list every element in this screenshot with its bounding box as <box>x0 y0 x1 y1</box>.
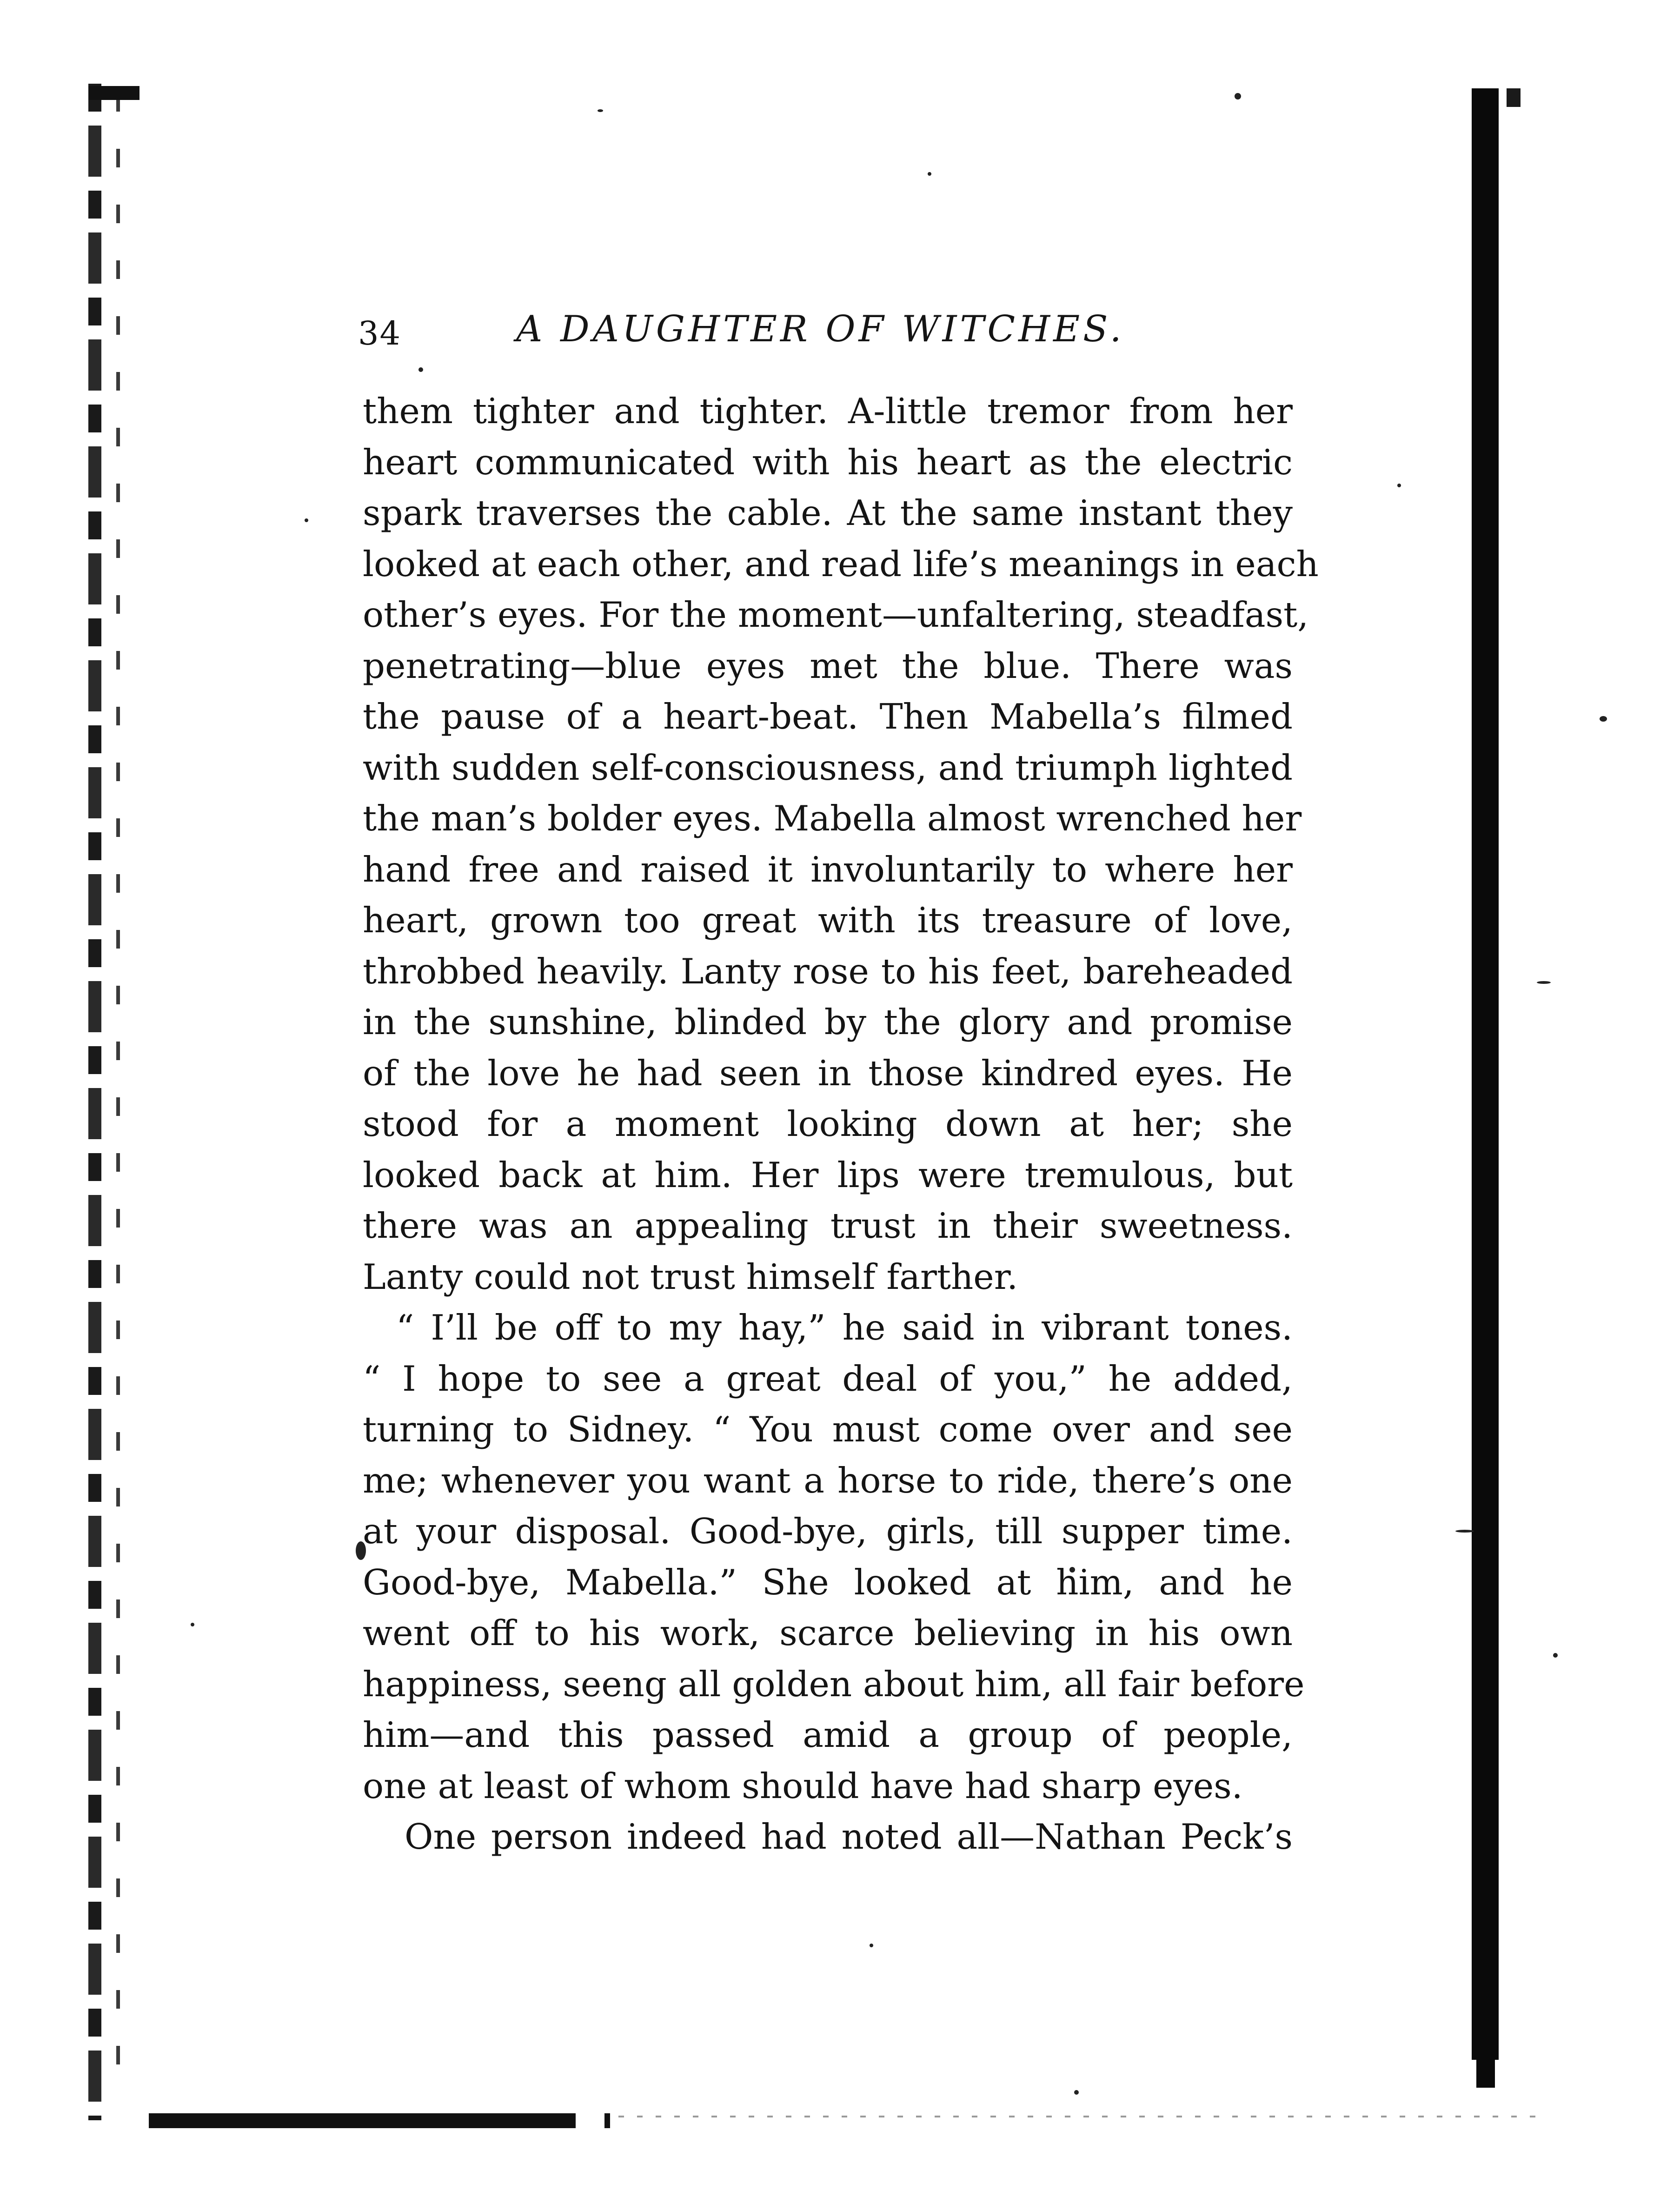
scan-speck <box>1455 1530 1474 1533</box>
body-text <box>363 386 1319 1863</box>
text-line: penetrating—blue eyes met the blue. There was <box>363 645 1293 686</box>
text-line: went off to his work, scarce believing in his own <box>363 1613 1293 1653</box>
text-line: “ I hope to see a great deal of you,” he added, <box>363 1358 1293 1399</box>
scan-bottom-edge-fragment <box>604 2113 610 2128</box>
scan-left-edge-inner <box>116 93 120 2092</box>
scan-speck <box>1074 2090 1079 2095</box>
scan-speck <box>598 109 603 112</box>
text-line: looked at each other, and read life’s meanings in each <box>363 543 1319 584</box>
text-line: at your disposal. Good-bye, girls, till supper time. <box>363 1511 1293 1552</box>
scan-speck <box>191 1623 194 1626</box>
scan-speck <box>1600 716 1607 722</box>
text-line: Good-bye, Mabella.” She looked at him, and he <box>363 1561 1293 1603</box>
scan-speck <box>305 518 308 522</box>
text-line: with sudden self-consciousness, and triumph lighted <box>363 747 1293 788</box>
text-line: heart, grown too great with its treasure of love, <box>363 900 1293 941</box>
text-line: stood for a moment looking down at her; she <box>363 1103 1293 1144</box>
text-line: him—and this passed amid a group of people, <box>363 1714 1293 1755</box>
text-line: “ I’ll be off to my hay,” he said in vibrant tones. <box>396 1307 1293 1348</box>
text-line: the man’s bolder eyes. Mabella almost wrenched her <box>363 798 1302 839</box>
scan-bottom-faint-line <box>618 2116 1548 2117</box>
text-line: turning to Sidney. “ You must come over and see <box>363 1409 1293 1450</box>
scan-speck <box>1537 981 1551 984</box>
text-line: spark traverses the cable. At the same instant they <box>363 492 1293 533</box>
scan-bottom-edge <box>149 2113 553 2128</box>
text-line: of the love he had seen in those kindred eyes. He <box>363 1052 1293 1094</box>
text-line: hand free and raised it involuntarily to where her <box>363 849 1293 890</box>
scan-right-corner-mark <box>1507 88 1521 107</box>
scan-speck <box>1553 1653 1558 1658</box>
scan-speck <box>870 1944 873 1947</box>
text-line: heart communicated with his heart as the electric <box>363 441 1293 483</box>
text-line: happiness, seeng all golden about him, all fair before <box>363 1663 1305 1705</box>
running-title: A DAUGHTER OF WITCHES. <box>516 308 1125 350</box>
text-line: there was an appealing trust in their sweetness. <box>363 1205 1293 1246</box>
page-number: 34 <box>358 314 402 352</box>
scan-speck <box>418 367 423 372</box>
text-line: other’s eyes. For the moment—unfaltering, steadfast, <box>363 594 1309 635</box>
text-line: one at least of whom should have had sharp eyes. <box>363 1765 1243 1806</box>
scan-right-binding-shadow <box>1476 2060 1495 2088</box>
text-line: them tighter and tighter. A-little tremor from her <box>363 391 1293 431</box>
text-line: looked back at him. Her lips were tremulous, but <box>363 1154 1293 1195</box>
scan-corner-mark <box>88 86 139 100</box>
text-line: throbbed heavily. Lanty rose to his feet, bareheaded <box>363 950 1293 992</box>
scan-speck <box>928 172 931 176</box>
text-line: Lanty could not trust himself farther. <box>363 1256 1018 1297</box>
scan-left-edge <box>88 84 101 2120</box>
text-line: One person indeed had noted all—Nathan Peck’s <box>405 1816 1293 1857</box>
scan-bottom-edge-fragment <box>553 2113 576 2128</box>
scan-right-binding-shadow <box>1472 88 1499 2060</box>
scan-speck <box>1235 93 1241 100</box>
running-header <box>358 306 1297 357</box>
text-line: me; whenever you want a horse to ride, there’s one <box>363 1460 1293 1501</box>
text-line: in the sunshine, blinded by the glory and promise <box>363 1002 1293 1042</box>
scan-speck <box>1397 484 1401 487</box>
text-line: the pause of a heart-beat. Then Mabella’s filmed <box>363 696 1293 737</box>
